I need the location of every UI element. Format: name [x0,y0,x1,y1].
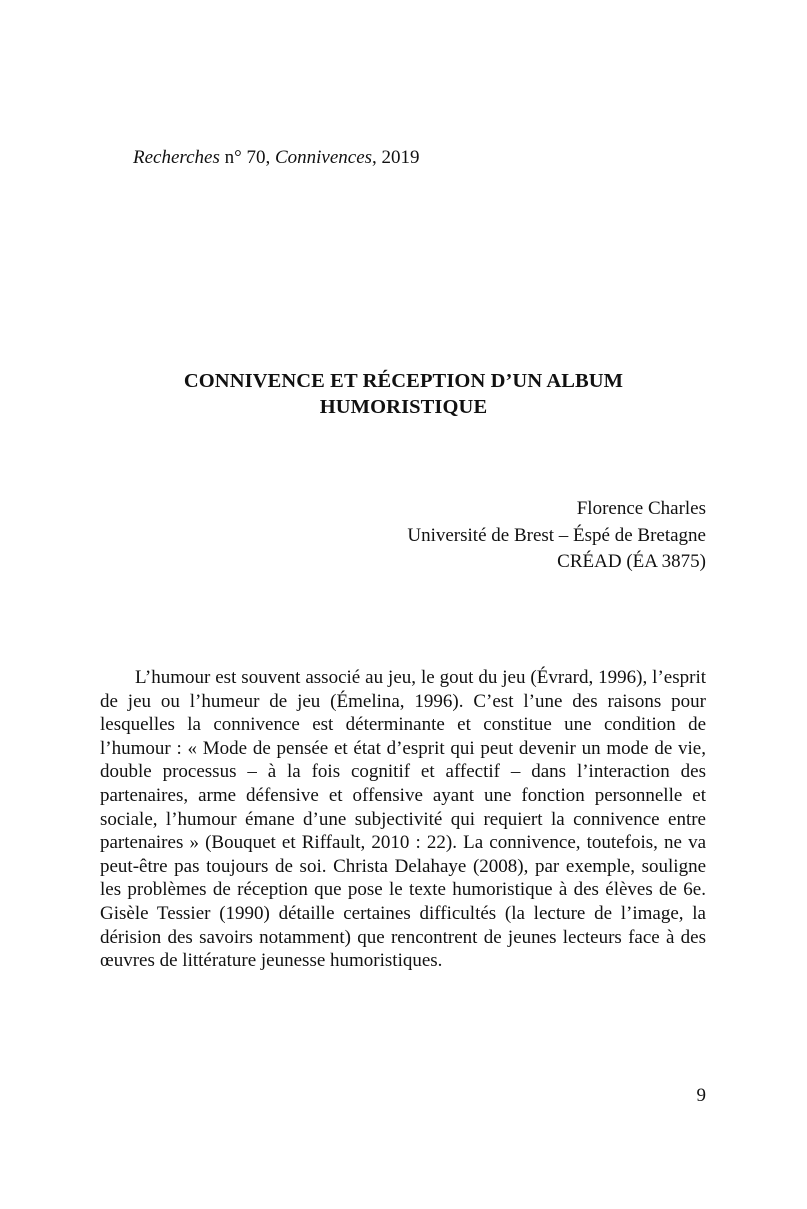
running-header [133,146,420,170]
author-affiliation: Université de Brest – Éspé de Bretagne [407,524,706,546]
title-line-2: HUMORISTIQUE [319,396,488,418]
body-paragraph: L’humour est souvent associé au jeu, le gout du jeu (Évrard, 1996), l’esprit de jeu ou l’humeur de jeu (Émelina, 1996). C’est l’une des raisons pour lesquelles la connivence est déterminante et constitue une condition de l’humour : « Mode de pensée et état d’esprit qui peut devenir un mode de vie, double processus – à la fois cognitif et affectif – dans l’interaction des partenaires, arme défensive et offensive ayant une fonction personnelle et sociale, l’humour émane d’une subjectivité qui requiert la connivence entre partenaires » (Bouquet et Riffault, 2010 : 22). La connivence, toutefois, ne va peut-être pas toujours de soi. Christa Delahaye (2008), par exemple, souligne les problèmes de réception que pose le texte humoristique à des élèves de 6e. Gisèle Tessier (1990) détaille certaines difficultés (la lecture de l’image, la dérision des savoirs notamment) que rencontrent de jeunes lecteurs face à des œuvres de littérature jeunesse humoristiques. [100,667,706,972]
issue-theme: Connivences [274,147,373,168]
publication-year: , 2019 [372,147,420,168]
author-name: Florence Charles [576,498,706,519]
author-lab: CRÉAD (ÉA 3875) [557,551,706,572]
issue-number: n° 70, [219,147,275,168]
journal-name: Recherches [133,147,220,168]
page-number: 9 [696,1085,706,1106]
title-line-1: CONNIVENCE ET RÉCEPTION D’UN ALBUM [183,370,624,392]
author-block [407,496,706,576]
article-title [100,368,707,420]
